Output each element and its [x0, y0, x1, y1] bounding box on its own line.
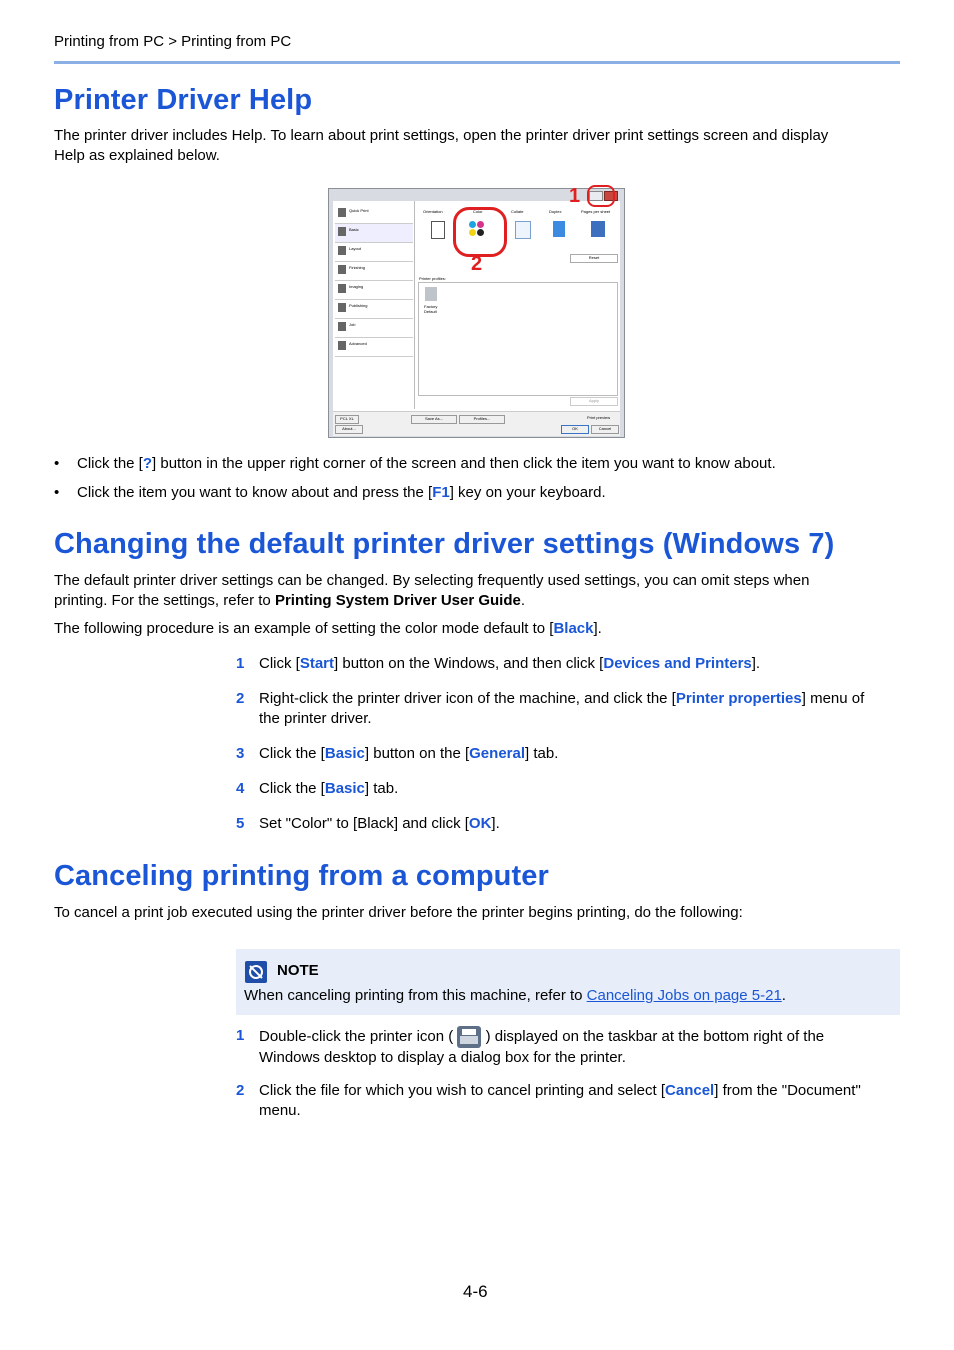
- profile-name: Factory Default: [424, 304, 438, 314]
- label-duplex: Duplex: [549, 209, 562, 214]
- orientation-icon: [431, 221, 445, 239]
- tab-item-4: Imaging: [335, 281, 413, 300]
- label-collate: Collate: [511, 209, 524, 214]
- printing-preferences-screenshot: [328, 185, 625, 438]
- bullet-1-text: Click the [?] button in the upper right corner of the screen and then click the item you want to know about.: [77, 455, 776, 472]
- section-title-canceling-printing: Canceling printing from a computer: [54, 860, 549, 892]
- header-rule: [54, 61, 900, 64]
- tab-item-0: Quick Print: [335, 205, 413, 224]
- section2-p1: The default printer driver settings can be changed. By selecting frequently used settings, you can omit steps when printing. For the settings, refer to Printing System Driver User Guide.: [54, 572, 810, 609]
- divider: [414, 201, 415, 409]
- section2-p2: The following procedure is an example of setting the color mode default to [Black].: [54, 620, 602, 637]
- bullet-dot: •: [54, 484, 60, 501]
- ok-button: OK: [561, 425, 589, 434]
- breadcrumb: Printing from PC > Printing from PC: [54, 33, 292, 50]
- tab-item-2: Layout: [335, 243, 413, 262]
- note-icon: [245, 961, 267, 983]
- section-title-printer-driver-help: Printer Driver Help: [54, 84, 313, 116]
- profile-icon: [425, 287, 437, 301]
- tab-item-3: Finishing: [335, 262, 413, 281]
- tab-item-7: Advanced: [335, 338, 413, 357]
- section3-intro: To cancel a print job executed using the printer driver before the printer begins printing, do the following:: [54, 904, 743, 921]
- bullet-dot: •: [54, 455, 60, 472]
- cancel-button: Cancel: [591, 425, 619, 434]
- bottom-bar: [333, 411, 620, 436]
- page-number: 4-6: [463, 1282, 488, 1301]
- bullet-2-text: Click the item you want to know about and press the [F1] key on your keyboard.: [77, 484, 606, 501]
- save-as-button: Save As...: [411, 415, 457, 424]
- canceling-jobs-link[interactable]: Canceling Jobs on page 5-21: [586, 987, 782, 1004]
- callout-number-1: 1: [569, 185, 581, 207]
- note-body: When canceling printing from this machine, refer to Canceling Jobs on page 5-21.: [244, 987, 786, 1004]
- collate-icon: [515, 221, 531, 239]
- tab-item-5: Publishing: [335, 300, 413, 319]
- section1-intro: [54, 126, 900, 165]
- label-color: Color: [473, 209, 483, 214]
- print-preview-label: Print preview: [587, 415, 611, 420]
- callout-number-2: 2: [471, 253, 483, 275]
- apply-button: Apply: [570, 397, 618, 406]
- label-pages-per-sheet: Pages per sheet: [581, 209, 611, 214]
- reset-button: Reset: [570, 254, 618, 263]
- section1-intro-line1: The printer driver includes Help. To learn about print settings, open the printer driver print settings screen and display: [54, 127, 829, 144]
- pcl-button: PCL XL: [335, 415, 359, 424]
- printer-profiles-label: Printer profiles:: [419, 276, 446, 281]
- about-button: About...: [335, 425, 363, 434]
- note-title: NOTE: [277, 962, 319, 979]
- callout-circle-1: [587, 185, 615, 207]
- left-tab-list: [335, 205, 413, 365]
- label-orientation: Orientation: [423, 209, 443, 214]
- printer-icon: [457, 1026, 481, 1048]
- profiles-button: Profiles...: [459, 415, 505, 424]
- callout-circle-2: [453, 207, 507, 257]
- tab-item-1: Basic: [335, 224, 413, 243]
- section1-intro-line2: Help as explained below.: [54, 146, 220, 164]
- pages-per-sheet-icon: [591, 221, 605, 237]
- duplex-icon: [553, 221, 565, 237]
- profile-box: [418, 282, 618, 396]
- top-labels: [423, 209, 618, 217]
- section-title-changing-defaults: Changing the default printer driver settings (Windows 7): [54, 528, 835, 560]
- tab-item-6: Job: [335, 319, 413, 338]
- note-box: [236, 949, 900, 1015]
